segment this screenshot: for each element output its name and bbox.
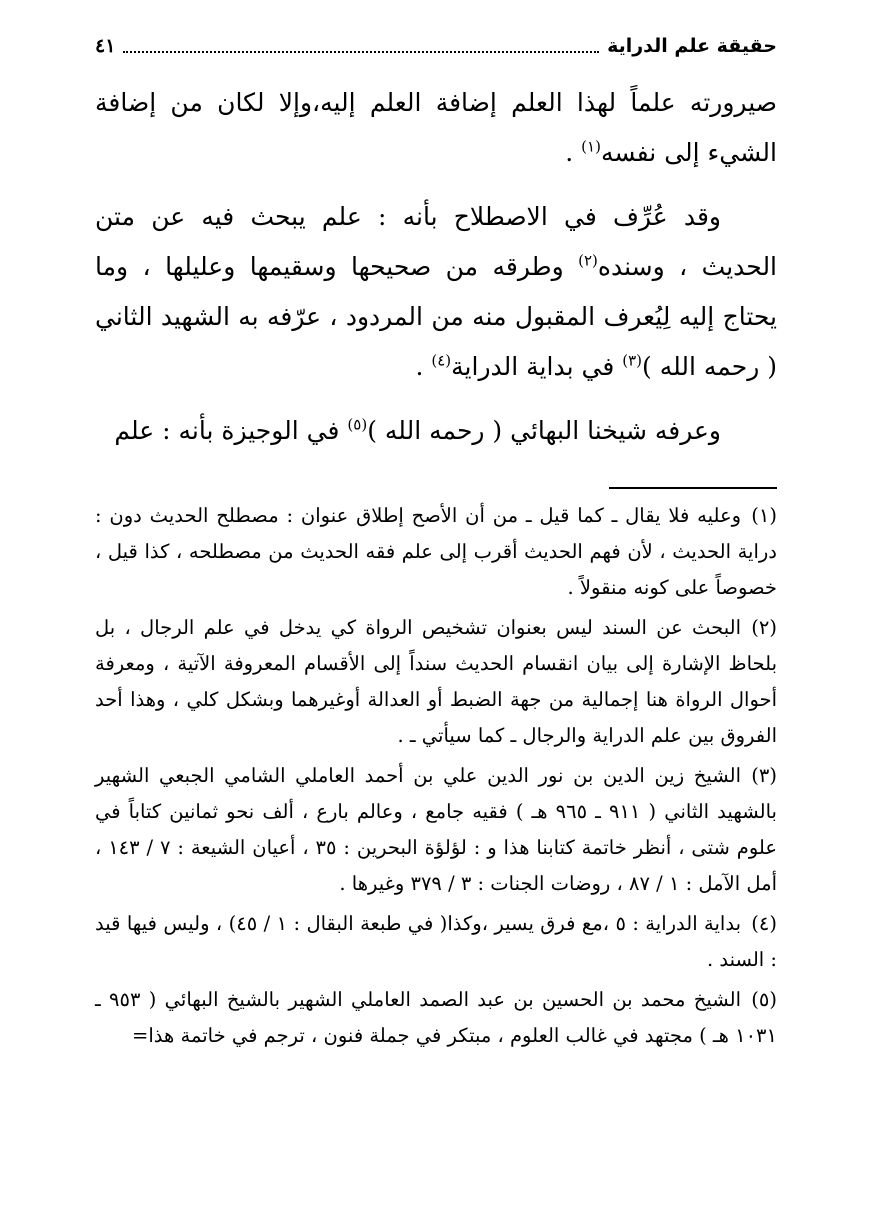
paragraph-1-end: . — [565, 138, 582, 167]
paragraph-2 — [95, 192, 777, 392]
footnote-ref-4: (٤) — [431, 351, 452, 370]
paragraph-3-text-a: وعرفه شيخنا البهائي ( رحمه الله ) — [367, 416, 721, 445]
footnote-ref-2: (٢) — [578, 251, 598, 270]
running-header — [95, 28, 777, 64]
footnote-number: (٣) — [751, 764, 777, 787]
paragraph-3-text-b: في الوجيزة بأنه : علم — [114, 416, 348, 445]
footnote-number: (٥) — [751, 988, 777, 1011]
paragraph-2-text-a: وقد عُرِّف في الاصطلاح بأنه : علم يبحث فيه عن متن الحديث ، وسنده — [95, 202, 778, 281]
footnote-4 — [95, 906, 777, 978]
footnote-number: (٤) — [751, 912, 777, 935]
paragraph-2-text-b: وطرقه من صحيحها وسقيمها وعليلها ، وما يحتاج إليه لِيُعرف المقبول منه من المردود ، عرّفه به الشهيد الثاني ( رحمه الله ) — [95, 252, 777, 381]
footnote-text: بداية الدراية : ٥ ،مع فرق يسير ،وكذا( في طبعة البقال : ١ / ٤٥) ، وليس فيها قيد : السند . — [95, 912, 777, 971]
paragraph-1-text: صيرورته علماً لهذا العلم إضافة العلم إليه،وإلا لكان من إضافة الشيء إلى نفسه — [95, 88, 777, 167]
footnote-1 — [95, 498, 777, 606]
footnote-separator — [609, 487, 777, 489]
page-number: ٤١ — [95, 35, 116, 57]
footnote-number: (١) — [751, 504, 777, 527]
main-text — [95, 78, 777, 470]
footnote-ref-1: (١) — [581, 137, 601, 156]
footnote-ref-3: (٣) — [622, 351, 643, 370]
footnote-2 — [95, 610, 777, 754]
footnote-ref-5: (٥) — [347, 415, 368, 434]
paragraph-2-text-c: في بداية الدراية — [451, 352, 623, 381]
footnote-5 — [95, 982, 777, 1054]
footnote-text: الشيخ محمد بن الحسين بن عبد الصمد العاملي الشهير بالشيخ البهائي ( ٩٥٣ ـ ١٠٣١ هـ ) مجتهد في غالب العلوم ، مبتكر في جملة فنون ، ترجم في خاتمة هذا= — [95, 988, 777, 1047]
paragraph-1 — [95, 78, 777, 178]
running-title: حقيقة علم الدراية — [607, 35, 777, 57]
footnote-3 — [95, 758, 777, 902]
paragraph-3 — [95, 406, 777, 456]
footnote-text: الشيخ زين الدين بن نور الدين علي بن أحمد العاملي الشامي الجبعي الشهير بالشهيد الثاني ( ٩١١ ـ ٩٦٥ هـ ) فقيه جامع ، وعالم بارع ، ألف نحو ثمانين كتاباً في علوم شتى ، أنظر خاتمة كتابنا هذا و : لؤلؤة البحرين : ٣٥ ، أعيان الشيعة : ٧ / ١٤٣ ، أمل الآمل : ١ / ٨٧ ، روضات الجنات : ٣ / ٣٧٩ وغيرها . — [95, 764, 778, 895]
header-dot-leader — [123, 51, 599, 53]
footnote-text: البحث عن السند ليس بعنوان تشخيص الرواة كي يدخل في علم الرجال ، بل بلحاظ الإشارة إلى بيان انقسام الحديث سنداً إلى الأقسام المعروفة الآتية ، ومعرفة أحوال الرواة هنا إجمالية من جهة الضبط أو العدالة أوغيرهما وبشكل كلي ، وهذا أحد الفروق بين علم الدراية والرجال ـ كما سيأتي ـ . — [95, 616, 777, 747]
paragraph-2-end: . — [415, 352, 432, 381]
footnote-number: (٢) — [751, 616, 777, 639]
footnote-text: وعليه فلا يقال ـ كما قيل ـ من أن الأصح إطلاق عنوان : مصطلح الحديث دون : دراية الحديث ، لأن فهم الحديث أقرب إلى علم فقه الحديث من مصطلحه ، كذا قيل ، خصوصاً على كونه منقولاً . — [95, 504, 777, 599]
footnotes — [95, 498, 777, 1058]
